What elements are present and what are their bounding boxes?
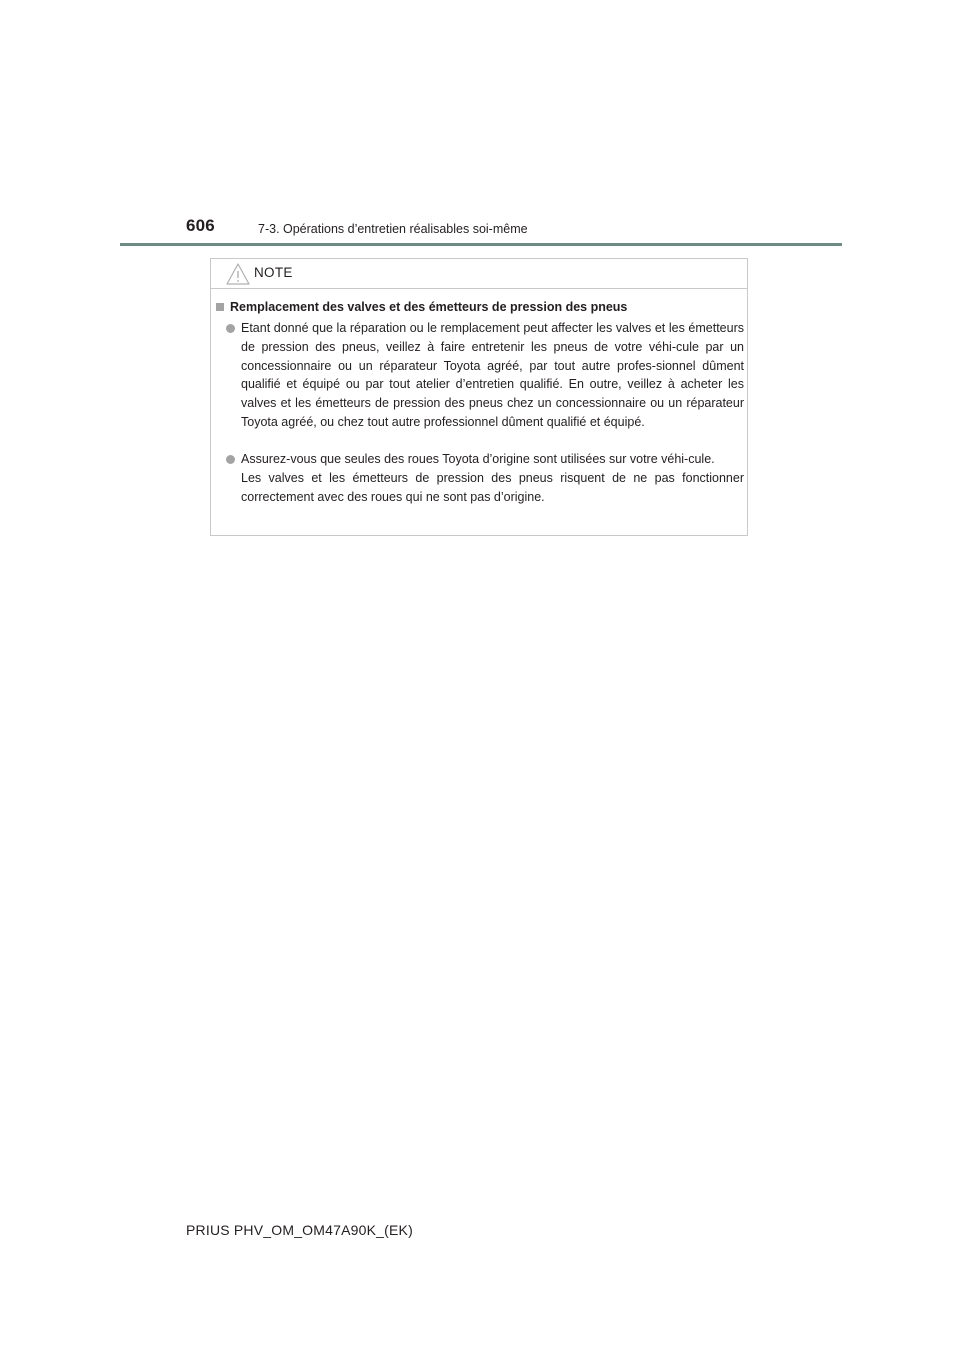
note-header xyxy=(211,259,747,289)
section-heading xyxy=(216,300,627,314)
header-rule xyxy=(120,243,842,246)
warning-triangle-icon xyxy=(225,262,251,286)
square-bullet-icon xyxy=(216,303,224,311)
list-item xyxy=(241,319,744,432)
circle-bullet-icon xyxy=(226,455,235,464)
list-item-text: Assurez-vous que seules des roues Toyota d’origine sont utilisées sur votre véhi-cule. xyxy=(241,452,715,466)
list-item-text-continued: Les valves et les émetteurs de pression des pneus risquent de ne pas fonctionner correctement avec des roues qui ne sont pas d’origine. xyxy=(241,470,744,504)
section-title: 7-3. Opérations d’entretien réalisables soi-même xyxy=(258,222,528,236)
footer-doc-code: PRIUS PHV_OM_OM47A90K_(EK) xyxy=(186,1222,413,1238)
list-item xyxy=(241,450,744,506)
page-number: 606 xyxy=(186,216,215,235)
circle-bullet-icon xyxy=(226,324,235,333)
section-heading-text: Remplacement des valves et des émetteurs de pression des pneus xyxy=(230,300,628,314)
list-item-text: Etant donné que la réparation ou le remplacement peut affecter les valves et les émetteurs de pression des pneus, veillez à faire entretenir les pneus de votre véhi-cule par un concessionnaire ou un réparateur Toyota agréé, par tout autre profes-sionnel dûment qualifié et équipé ou par tout atelier d’entretien qualifié. En outre, veillez à acheter les valves et les émetteurs de pression des pneus chez un concessionnaire ou un réparateur Toyota agréé, ou chez tout autre professionnel dûment qualifié et équipé. xyxy=(241,321,744,429)
note-box xyxy=(210,258,748,536)
note-title: NOTE xyxy=(254,265,293,280)
